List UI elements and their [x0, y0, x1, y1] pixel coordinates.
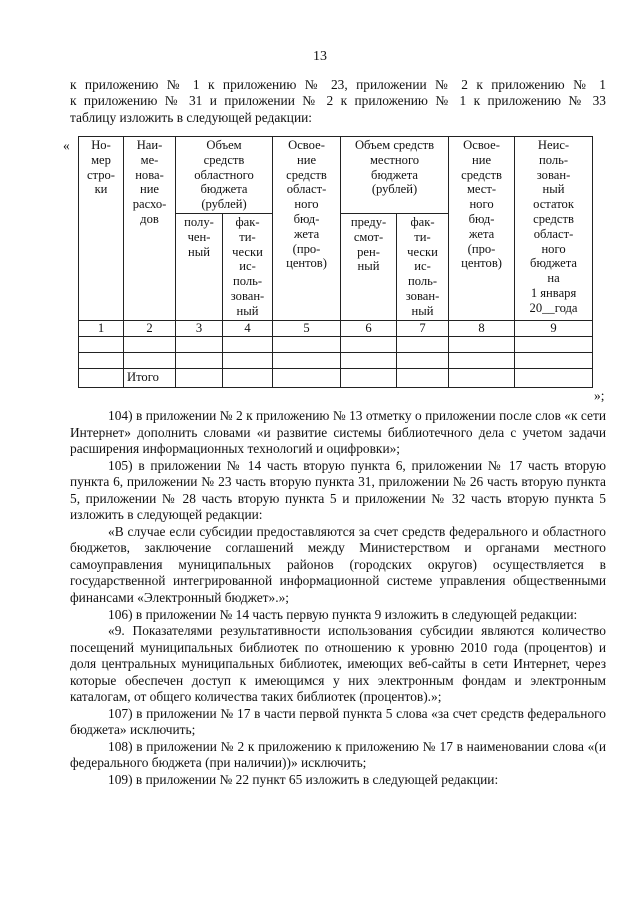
empty-cell: [223, 352, 273, 368]
header-regional-received: полу- чен- ный: [176, 213, 223, 320]
paragraph-108: 108) в приложении № 2 к приложению к приложению № 17 в наименовании слова «(и федерального бюджета (при наличии))» исключить;: [70, 738, 606, 771]
empty-cell: [341, 368, 397, 387]
empty-cell: [176, 368, 223, 387]
table-quote-close: »;: [594, 388, 605, 403]
empty-cell: [515, 352, 593, 368]
paragraph-105-quote: «В случае если субсидии предоставляются за счет средств федерального и областного бюджетов, заключение соглашений между Министерством и органами местного самоуправления муниципальных районов (городских округов) осуществляется в государственной интегрированной информационной системе управления общественными финансами «Электронный бюджет».»;: [70, 523, 606, 606]
empty-cell: [449, 336, 515, 352]
column-number: 4: [223, 320, 273, 336]
page-number: 13: [313, 49, 327, 64]
paragraph-104: 104) в приложении № 2 к приложению № 13 отметку о приложении после слов «к сети Интернет» дополнить словами «и развитие системы библиотечного дела с учетом задачи расширения информационных технологий и оцифровки»;: [70, 408, 606, 457]
empty-cell: [273, 352, 341, 368]
header-regional-development: Освое- ние средств област- ного бюд- жета (про- центов): [273, 137, 341, 321]
empty-cell: [124, 352, 176, 368]
column-number: 6: [341, 320, 397, 336]
empty-cell: [515, 336, 593, 352]
intro-text: [70, 77, 606, 126]
total-label: Итого: [124, 368, 176, 387]
empty-cell: [515, 368, 593, 387]
header-regional-budget-volume: Объем средств областного бюджета (рублей): [176, 137, 273, 214]
column-number: 5: [273, 320, 341, 336]
column-number: 1: [79, 320, 124, 336]
empty-cell: [397, 336, 449, 352]
table-quote-open: «: [63, 138, 70, 153]
empty-cell: [124, 336, 176, 352]
empty-cell: [176, 352, 223, 368]
header-regional-actual: фак- ти- чески ис- поль- зован- ный: [223, 213, 273, 320]
paragraph-107: 107) в приложении № 17 в части первой пункта 5 слова «за счет средств федерального бюджета» исключить;: [70, 705, 606, 738]
empty-cell: [273, 336, 341, 352]
empty-cell: [397, 368, 449, 387]
empty-row: [79, 336, 593, 352]
empty-cell: [397, 352, 449, 368]
paragraph-106-quote: «9. Показателями результативности использования субсидии являются количество посещений муниципальных библиотек по отношению к уровню 2010 года (процентов) и доля центральных муниципальных библиотек, имеющих веб-сайты в сети Интернет, через которые обеспечен доступ к имеющимся у них электронным фондам и электронным каталогам, от общего количества таких библиотек (процентов).»;: [70, 623, 606, 705]
column-number: 8: [449, 320, 515, 336]
empty-cell: [273, 368, 341, 387]
intro-line: к приложению № 1 к приложению № 23, приложении № 2 к приложению № 1: [70, 77, 606, 92]
column-number: 7: [397, 320, 449, 336]
empty-cell: [223, 368, 273, 387]
empty-cell: [223, 336, 273, 352]
total-row: [79, 368, 593, 387]
budget-table: [78, 136, 593, 388]
paragraph-109: 109) в приложении № 22 пункт 65 изложить в следующей редакции:: [108, 772, 499, 788]
paragraph-105: 105) в приложении № 14 часть вторую пункта 6, приложении № 17 часть вторую пункта 6, приложении № 23 часть вторую пункта 31, приложении № 26 часть вторую пункта 5, приложении № 28 часть вторую пункта 5 и приложении № 32 часть вторую пункта 5 изложить в следующей редакции:: [70, 457, 606, 523]
header-row-number: Но- мер стро- ки: [79, 137, 124, 321]
header-local-budget-volume: Объем средств местного бюджета (рублей): [341, 137, 449, 214]
empty-row: [79, 352, 593, 368]
column-number: 3: [176, 320, 223, 336]
empty-cell: [341, 336, 397, 352]
empty-cell: [449, 368, 515, 387]
empty-cell: [79, 336, 124, 352]
header-local-planned: преду- смот- рен- ный: [341, 213, 397, 320]
empty-cell: [79, 368, 124, 387]
column-number: 2: [124, 320, 176, 336]
empty-cell: [79, 352, 124, 368]
header-local-development: Освое- ние средств мест- ного бюд- жета (про- центов): [449, 137, 515, 321]
paragraph-106: 106) в приложении № 14 часть первую пункта 9 изложить в следующей редакции:: [108, 606, 578, 622]
empty-cell: [341, 352, 397, 368]
empty-cell: [176, 336, 223, 352]
column-number: 9: [515, 320, 593, 336]
intro-line: таблицу изложить в следующей редакции:: [70, 109, 313, 125]
empty-cell: [449, 352, 515, 368]
header-local-actual: фак- ти- чески ис- поль- зован- ный: [397, 213, 449, 320]
header-unused-balance: Неис- поль- зован- ный остаток средств област- ного бюджета на 1 января 20__года: [515, 137, 593, 321]
header-expense-name: Наи- ме- нова- ние расхо- дов: [124, 137, 176, 321]
amendment-text: [70, 408, 606, 789]
intro-line: к приложению № 31 и приложении № 2 к приложению № 1 к приложению № 33: [70, 93, 606, 109]
